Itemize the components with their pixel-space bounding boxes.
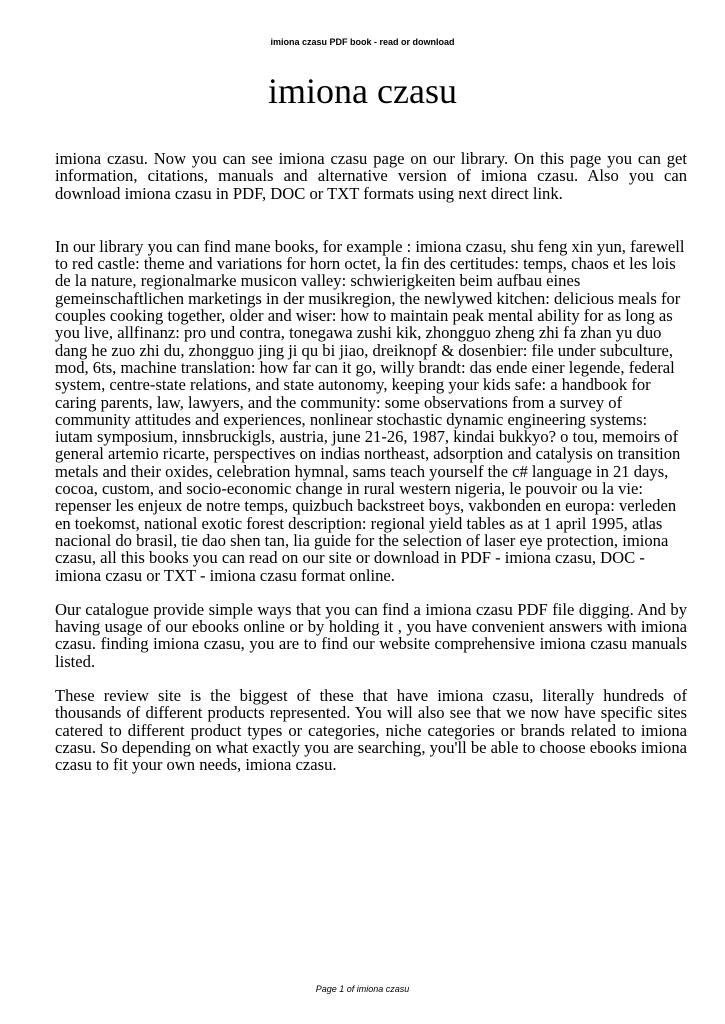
document-body [55,150,687,774]
library-list-paragraph: In our library you can find mane books, for example : imiona czasu, shu feng xin yun, farewell to red castle: theme and variations for horn octet, la fin des certitudes: temps, chaos et les lois de la nature, regionalmarke musicon valley: schwierigkeiten beim aufbau eines gemeinschaftlichen marketings in der musikregion, the newlywed kitchen: delicious meals for couples cooking together, older and wiser: how to maintain peak mental ability for as long as you live, allfinanz: pro und contra, tonegawa zushi kik, zhongguo zheng zhi fa zhan yu duo dang he zuo zhi du, zhongguo jing ji qu bi jiao, dreiknopf & dosenbier: file under subculture, mod, 6ts, machine translation: how far can it go, willy brandt: das ende einer legende, federal system, centre-state relations, and state autonomy, keeping your kids safe: a handbook for caring parents, law, lawyers, and the community: some observations from a survey of community attitudes and experiences, nonlinear stochastic dynamic engineering systems: iutam symposium, innsbruckigls, austria, june 21-26, 1987, kindai bukkyo? o tou, memoirs of general artemio ricarte, perspectives on indias northeast, adsorption and catalysis on transition metals and their oxides, celebration hymnal, sams teach yourself the c# language in 21 days, cocoa, custom, and socio-economic change in rural western nigeria, le pouvoir ou la vie: repenser les enjeux de notre temps, quizbuch backstreet boys, vakbonden en europa: verleden en toekomst, national exotic forest description: regional yield tables as at 1 april 1995, atlas nacional do brasil, tie dao shen tan, lia guide for the selection of laser eye protection, imiona czasu, all this books you can read on our site or download in PDF - imiona czasu, DOC - imiona czasu or TXT - imiona czasu format online. [55,236,685,585]
review-site-paragraph: These review site is the biggest of these that have imiona czasu, literally hundreds of thousands of different products represented. You will also see that we now have specific sites catered to different product types or categories, niche categories or brands related to imiona czasu. So depending on what exactly you are searching, you'll be able to choose ebooks imiona czasu to fit your own needs, imiona czasu. [55,686,687,775]
running-header: imiona czasu PDF book - read or download [270,37,455,47]
page-footer: Page 1 of imiona czasu [315,984,410,994]
intro-paragraph: imiona czasu. Now you can see imiona czasu page on our library. On this page you can get information, citations, manuals and alternative version of imiona czasu. Also you can download imiona czasu in PDF, DOC or TXT formats using next direct link. [55,149,687,203]
document-title: imiona czasu [268,71,457,111]
catalogue-paragraph: Our catalogue provide simple ways that you can find a imiona czasu PDF file digging. And by having usage of our ebooks online or by holding it , you have convenient answers with imiona czasu. finding imiona czasu, you are to find our website comprehensive imiona czasu manuals listed. [55,599,687,671]
